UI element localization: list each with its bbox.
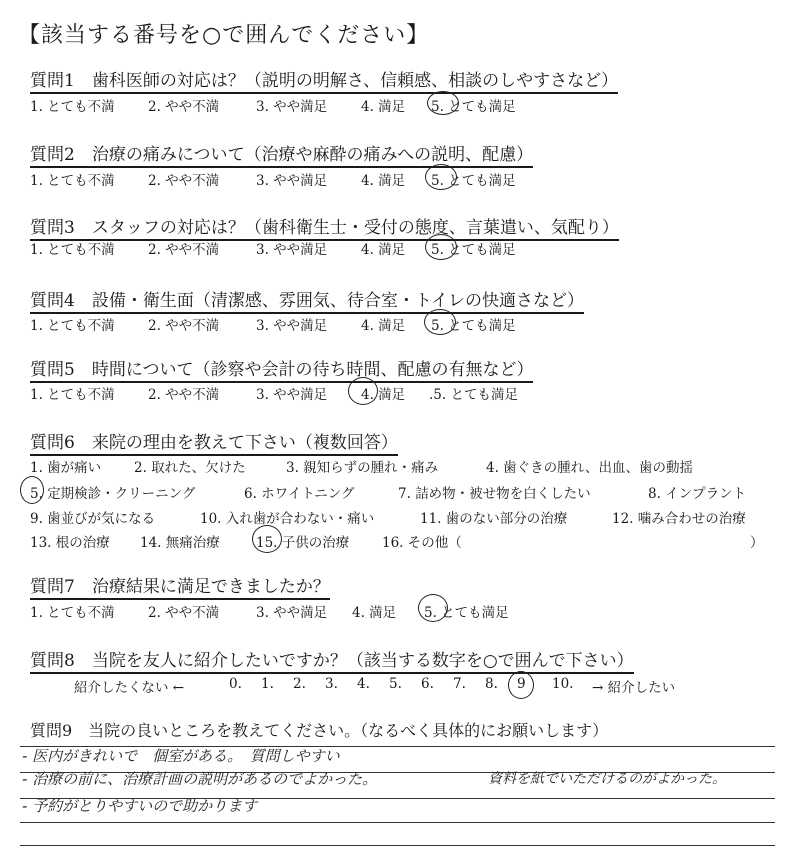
answer-circle bbox=[252, 525, 282, 553]
scale-4[interactable]: 4. bbox=[357, 676, 370, 692]
scale-10[interactable]: 10. bbox=[552, 676, 574, 692]
question-8 bbox=[30, 646, 634, 674]
option-1[interactable]: 1. とても不満 bbox=[30, 318, 115, 334]
scale-9[interactable]: 9 bbox=[517, 676, 526, 692]
choice-15[interactable]: 15. 子供の治療 bbox=[256, 535, 350, 551]
option-5[interactable]: 5. とても満足 bbox=[431, 318, 516, 334]
choice-11[interactable]: 11. 歯のない部分の治療 bbox=[420, 511, 568, 527]
choice-7[interactable]: 7. 詰め物・被せ物を白くしたい bbox=[398, 486, 591, 502]
handwritten-answer-4: - 予約がとりやすいので助かります bbox=[22, 797, 258, 815]
option-3[interactable]: 3. やや満足 bbox=[256, 387, 328, 403]
scale-0[interactable]: 0. bbox=[229, 676, 242, 692]
option-4[interactable]: 4. 満足 bbox=[361, 387, 406, 403]
option-1[interactable]: 1. とても不満 bbox=[30, 242, 115, 258]
scale-high-label: → 紹介したい bbox=[592, 680, 676, 696]
choice-5[interactable]: 5. 定期検診・クリーニング bbox=[30, 486, 196, 502]
option-5[interactable]: 5. とても満足 bbox=[431, 242, 516, 258]
option-2[interactable]: 2. やや不満 bbox=[148, 242, 220, 258]
scale-1[interactable]: 1. bbox=[261, 676, 274, 692]
choice-8[interactable]: 8. インプラント bbox=[648, 486, 747, 502]
answer-circle bbox=[424, 309, 456, 335]
option-4[interactable]: 4. 満足 bbox=[352, 605, 397, 621]
option-4[interactable]: 4. 満足 bbox=[361, 99, 406, 115]
scale-3[interactable]: 3. bbox=[325, 676, 338, 692]
question-7-title: 質問7 治療結果に満足できましたか？ bbox=[30, 572, 330, 600]
scale-6[interactable]: 6. bbox=[421, 676, 434, 692]
question-6 bbox=[30, 428, 398, 456]
choice-14[interactable]: 14. 無痛治療 bbox=[140, 535, 220, 551]
option-5[interactable]: 5. とても満足 bbox=[424, 605, 509, 621]
option-5[interactable]: 5. とても満足 bbox=[431, 99, 516, 115]
option-1[interactable]: 1. とても不満 bbox=[30, 387, 115, 403]
question-9-title: 質問9 当院の良いところを教えてください。（なるべく具体的にお願いします） bbox=[30, 721, 609, 740]
answer-rule bbox=[20, 845, 775, 846]
choice-10[interactable]: 10. 入れ歯が合わない・痛い bbox=[200, 511, 375, 527]
option-1[interactable]: 1. とても不満 bbox=[30, 173, 115, 189]
scale-low-label: 紹介したくない ← bbox=[74, 680, 185, 696]
option-2[interactable]: 2. やや不満 bbox=[148, 173, 220, 189]
question-3 bbox=[30, 213, 619, 241]
option-1[interactable]: 1. とても不満 bbox=[30, 99, 115, 115]
scale-2[interactable]: 2. bbox=[293, 676, 306, 692]
other-close-paren: ） bbox=[750, 535, 764, 551]
header: 【該当する番号を○で囲んでください】 bbox=[18, 23, 430, 48]
question-6-title: 質問6 来院の理由を教えて下さい（複数回答） bbox=[30, 428, 398, 456]
choice-2[interactable]: 2. 取れた、欠けた bbox=[134, 460, 246, 476]
choice-6[interactable]: 6. ホワイトニング bbox=[244, 486, 355, 502]
choice-4[interactable]: 4. 歯ぐきの腫れ、出血、歯の動揺 bbox=[486, 460, 693, 476]
answer-circle bbox=[418, 594, 448, 622]
answer-circle bbox=[508, 671, 534, 699]
choice-3[interactable]: 3. 親知らずの腫れ・痛み bbox=[286, 460, 439, 476]
handwritten-answer-1: - 医内がきれいで 個室がある。 質問しやすい bbox=[22, 747, 340, 765]
option-4[interactable]: 4. 満足 bbox=[361, 173, 406, 189]
answer-circle bbox=[425, 164, 457, 190]
question-9 bbox=[30, 718, 608, 741]
option-2[interactable]: 2. やや不満 bbox=[148, 605, 220, 621]
question-2 bbox=[30, 140, 533, 168]
option-3[interactable]: 3. やや満足 bbox=[256, 173, 328, 189]
option-3[interactable]: 3. やや満足 bbox=[256, 242, 328, 258]
answer-circle bbox=[348, 377, 378, 405]
choice-9[interactable]: 9. 歯並びが気になる bbox=[30, 511, 156, 527]
scale-7[interactable]: 7. bbox=[453, 676, 466, 692]
scale-5[interactable]: 5. bbox=[389, 676, 402, 692]
option-2[interactable]: 2. やや不満 bbox=[148, 387, 220, 403]
scale-8[interactable]: 8. bbox=[485, 676, 498, 692]
handwritten-answer-2: - 治療の前に、治療計画の説明があるのでよかった。 bbox=[22, 770, 378, 788]
question-3-title: 質問3 スタッフの対応は？（歯科衛生士・受付の態度、言葉遣い、気配り） bbox=[30, 213, 619, 241]
question-8-title: 質問8 当院を友人に紹介したいですか？（該当する数字を○で囲んで下さい） bbox=[30, 646, 634, 674]
handwritten-answer-3: 資料を紙でいただけるのがよかった。 bbox=[488, 771, 726, 787]
answer-circle bbox=[427, 91, 459, 115]
question-2-title: 質問2 治療の痛みについて（治療や麻酔の痛みへの説明、配慮） bbox=[30, 140, 533, 168]
option-5[interactable]: 5. とても満足 bbox=[431, 173, 516, 189]
question-4-title: 質問4 設備・衛生面（清潔感、雰囲気、待合室・トイレの快適さなど） bbox=[30, 286, 584, 314]
question-7 bbox=[30, 572, 330, 600]
answer-rule bbox=[20, 822, 775, 823]
option-3[interactable]: 3. やや満足 bbox=[256, 99, 328, 115]
answer-circle bbox=[20, 476, 44, 504]
answer-circle bbox=[425, 234, 457, 260]
choice-16[interactable]: 16. その他（ bbox=[382, 535, 462, 551]
question-5 bbox=[30, 355, 533, 383]
option-3[interactable]: 3. やや満足 bbox=[256, 605, 328, 621]
question-4 bbox=[30, 286, 584, 314]
choice-13[interactable]: 13. 根の治療 bbox=[30, 535, 110, 551]
question-1 bbox=[30, 66, 618, 94]
option-4[interactable]: 4. 満足 bbox=[361, 242, 406, 258]
question-1-title: 質問1 歯科医師の対応は？（説明の明解さ、信頼感、相談のしやすさなど） bbox=[30, 66, 618, 94]
option-4[interactable]: 4. 満足 bbox=[361, 318, 406, 334]
option-3[interactable]: 3. やや満足 bbox=[256, 318, 328, 334]
option-2[interactable]: 2. やや不満 bbox=[148, 99, 220, 115]
option-1[interactable]: 1. とても不満 bbox=[30, 605, 115, 621]
choice-1[interactable]: 1. 歯が痛い bbox=[30, 460, 102, 476]
choice-12[interactable]: 12. 噛み合わせの治療 bbox=[612, 511, 746, 527]
option-2[interactable]: 2. やや不満 bbox=[148, 318, 220, 334]
question-5-title: 質問5 時間について（診察や会計の待ち時間、配慮の有無など） bbox=[30, 355, 533, 383]
option-5[interactable]: .5. とても満足 bbox=[429, 387, 518, 403]
